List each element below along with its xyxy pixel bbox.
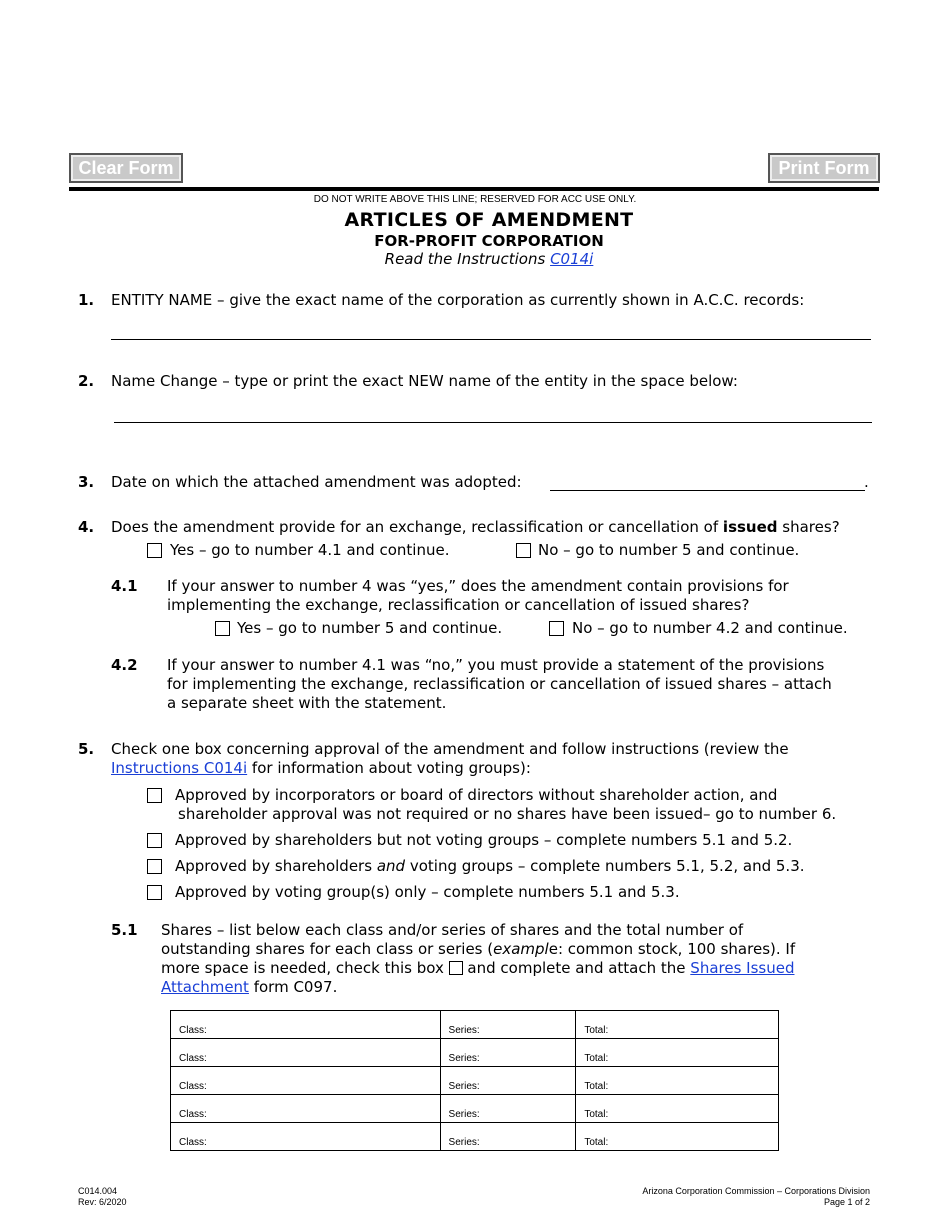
q3-period: . [864,473,869,491]
q5-opt1-line2: shareholder approval was not required or no shares have been issued– go to number 6. [178,805,837,823]
q51-line4-after: form C097. [253,978,338,996]
adoption-date-field[interactable] [550,490,865,491]
q5-opt3-before: Approved by shareholders [175,857,373,875]
q5-opt3-label [175,857,805,876]
shares-class-cell[interactable]: Class: [171,1067,441,1095]
shares-total-cell[interactable]: Total: [576,1095,779,1123]
table-row [171,1011,779,1039]
form-number: C014.004 [78,1186,118,1196]
clear-form-button[interactable]: Clear Form [69,153,183,183]
q4-number: 4. [78,518,95,536]
shares-total-cell[interactable]: Total: [576,1011,779,1039]
q5-instructions-link[interactable]: Instructions C014i [111,759,248,777]
q5-opt2-label: Approved by shareholders but not voting groups – complete numbers 5.1 and 5.2. [175,831,793,849]
instructions-line [0,250,950,268]
shares-series-cell[interactable]: Series: [440,1067,576,1095]
shares-class-cell[interactable]: Class: [171,1011,441,1039]
shares-table [170,1010,779,1151]
q51-line2-italic: exampl [493,940,549,958]
q41-line1: If your answer to number 4 was “yes,” does the amendment contain provisions for [167,577,789,595]
shares-class-cell[interactable]: Class: [171,1095,441,1123]
q4-text-after: shares? [782,518,840,536]
q5-opt4-checkbox[interactable] [147,885,162,900]
q51-line4 [161,978,337,997]
q51-line3-before: more space is needed, check this box [161,959,444,977]
q1-text: ENTITY NAME – give the exact name of the corporation as currently shown in A.C.C. records: [111,291,805,309]
q4-text [111,518,840,537]
q51-line3 [161,959,794,978]
revision-date: Rev: 6/2020 [78,1197,127,1207]
q3-number: 3. [78,473,95,491]
q5-opt1-checkbox[interactable] [147,788,162,803]
q4-text-before: Does the amendment provide for an exchange, reclassification or cancellation of [111,518,719,536]
q51-line1: Shares – list below each class and/or series of shares and the total number of [161,921,744,939]
q51-line2 [161,940,795,959]
q51-line2-before: outstanding shares for each class or series ( [161,940,494,958]
shares-series-cell[interactable]: Series: [440,1123,576,1151]
q4-yes-label: Yes – go to number 4.1 and continue. [170,541,450,559]
q51-number: 5.1 [111,921,138,939]
print-form-button[interactable]: Print Form [768,153,880,183]
footer-left [78,1186,127,1208]
q5-line2-after: for information about voting groups): [251,759,531,777]
q4-text-bold: issued [722,518,778,536]
q5-opt3-italic: and [376,857,406,875]
agency-name: Arizona Corporation Commission – Corporations Division [642,1186,870,1196]
shares-class-cell[interactable]: Class: [171,1123,441,1151]
table-row [171,1123,779,1151]
shares-series-cell[interactable]: Series: [440,1095,576,1123]
q5-opt3-after: voting groups – complete numbers 5.1, 5.2, and 5.3. [409,857,805,875]
q42-line2: for implementing the exchange, reclassification or cancellation of issued shares – attach [167,675,832,693]
q5-line1: Check one box concerning approval of the amendment and follow instructions (review the [111,740,789,758]
attachment-link[interactable]: Attachment [161,978,249,996]
q41-yes-checkbox[interactable] [215,621,230,636]
q5-opt4-label: Approved by voting group(s) only – complete numbers 5.1 and 5.3. [175,883,680,901]
entity-name-field[interactable] [111,339,871,340]
table-row [171,1039,779,1067]
shares-total-cell[interactable]: Total: [576,1039,779,1067]
q2-number: 2. [78,372,95,390]
q4-yes-checkbox[interactable] [147,543,162,558]
footer-right [642,1186,870,1208]
instructions-prefix: Read the Instructions [384,250,546,268]
q4-no-label: No – go to number 5 and continue. [538,541,800,559]
q41-no-label: No – go to number 4.2 and continue. [572,619,848,637]
page-subtitle: FOR-PROFIT CORPORATION [374,232,604,250]
q41-line2: implementing the exchange, reclassification or cancellation of issued shares? [167,596,750,614]
q1-number: 1. [78,291,95,309]
q5-line2 [111,759,531,778]
q5-opt3-checkbox[interactable] [147,859,162,874]
page-title: ARTICLES OF AMENDMENT [344,209,634,231]
shares-series-cell[interactable]: Series: [440,1011,576,1039]
q3-text: Date on which the attached amendment was adopted: [111,473,522,491]
q42-line1: If your answer to number 4.1 was “no,” you must provide a statement of the provisions [167,656,825,674]
more-space-checkbox[interactable] [449,961,463,975]
q4-no-checkbox[interactable] [516,543,531,558]
q5-number: 5. [78,740,95,758]
q2-text: Name Change – type or print the exact NEW name of the entity in the space below: [111,372,738,390]
instructions-link[interactable]: C014i [550,250,594,268]
shares-total-cell[interactable]: Total: [576,1123,779,1151]
q5-opt2-checkbox[interactable] [147,833,162,848]
table-row [171,1067,779,1095]
shares-issued-link[interactable]: Shares Issued [690,959,795,977]
page-number: Page 1 of 2 [823,1197,870,1207]
q41-yes-label: Yes – go to number 5 and continue. [237,619,503,637]
q42-line3: a separate sheet with the statement. [167,694,447,712]
reserved-divider [69,187,879,191]
table-row [171,1095,779,1123]
q51-line2-after: e: common stock, 100 shares). If [548,940,796,958]
shares-total-cell[interactable]: Total: [576,1067,779,1095]
reserved-note: DO NOT WRITE ABOVE THIS LINE; RESERVED FOR ACC USE ONLY. [313,194,637,205]
q42-number: 4.2 [111,656,138,674]
q41-no-checkbox[interactable] [549,621,564,636]
new-name-field[interactable] [114,422,872,423]
shares-series-cell[interactable]: Series: [440,1039,576,1067]
shares-class-cell[interactable]: Class: [171,1039,441,1067]
q5-opt1-line1: Approved by incorporators or board of directors without shareholder action, and [175,786,778,804]
q51-line3-after: and complete and attach the [467,959,686,977]
q41-number: 4.1 [111,577,138,595]
